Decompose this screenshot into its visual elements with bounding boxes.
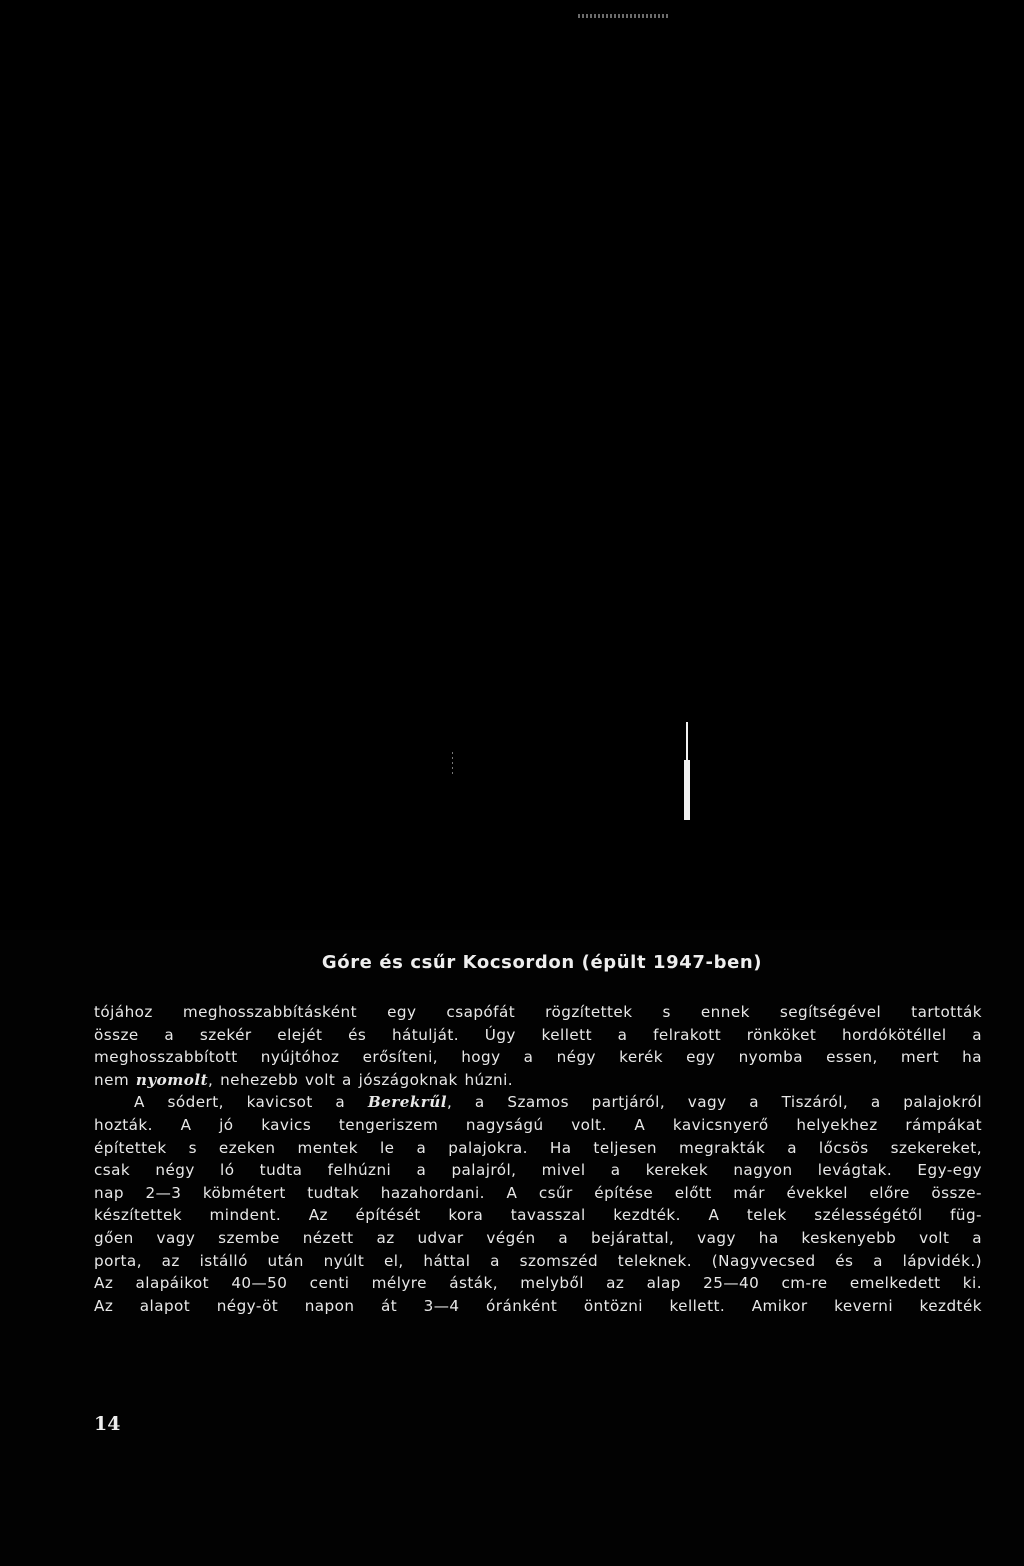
- italic-word: nyomolt: [135, 1070, 209, 1089]
- text-fragment: , a Szamos partjáról, vagy a Tiszáról, a palajokról: [446, 1093, 982, 1112]
- text-line: csak négy ló tudta felhúzni a palajról, mivel a kerekek nagyon levágtak. Egy-egy: [94, 1161, 982, 1180]
- italic-word: Berekrűl: [367, 1093, 447, 1112]
- photo-pole-top: [686, 722, 688, 762]
- text-line: nap 2—3 köbmétert tudtak hazahordani. A csűr építése előtt már évekkel előre össze-: [94, 1183, 982, 1202]
- text-line: meghosszabbított nyújtóhoz erősíteni, hogy a négy kerék egy nyomba essen, mert ha: [94, 1048, 982, 1067]
- text-line: hozták. A jó kavics tengeriszem nagyságú volt. A kavicsnyerő helyekhez rámpákat: [94, 1115, 982, 1134]
- text-line: porta, az istálló után nyúlt el, háttal a szomszéd teleknek. (Nagyvecsed és a lápvidék.): [94, 1251, 982, 1270]
- text-line: gően vagy szembe nézett az udvar végén a bejárattal, vagy ha keskenyebb volt a: [94, 1228, 982, 1247]
- text-line: tójához meghosszabbításként egy csapófát rögzítettek s ennek segítségével tartották: [94, 1003, 982, 1021]
- photo-speck: [452, 752, 453, 774]
- scan-artifact: [578, 14, 670, 18]
- text-line: készítettek mindent. Az építését kora tavasszal kezdték. A telek szélességétől füg-: [94, 1206, 982, 1225]
- page-number: 14: [94, 1413, 121, 1435]
- body-text: [94, 1001, 982, 1317]
- text-line: építettek s ezeken mentek le a palajokra. Ha teljesen megrakták a lőcsös szekereket,: [94, 1138, 982, 1157]
- figure-caption: Góre és csűr Kocsordon (épült 1947-ben): [321, 952, 763, 973]
- text-line: Az alapot négy-öt napon át 3—4 óránként öntözni kellett. Amikor keverni kezdték: [94, 1296, 982, 1315]
- text-line: össze a szekér elejét és hátulját. Úgy kellett a felrakott rönköket hordókötéllel a: [94, 1025, 982, 1044]
- text-fragment: , nehezebb volt a jószágoknak húzni.: [208, 1070, 514, 1089]
- text-line: [94, 1069, 982, 1092]
- text-fragment: A sódert, kavicsot a: [134, 1093, 368, 1112]
- photo-pole: [684, 760, 690, 820]
- text-fragment: nem: [94, 1070, 136, 1089]
- text-line: [94, 1091, 982, 1114]
- text-line: Az alapáikot 40—50 centi mélyre ásták, melyből az alap 25—40 cm-re emelkedett ki.: [94, 1274, 982, 1293]
